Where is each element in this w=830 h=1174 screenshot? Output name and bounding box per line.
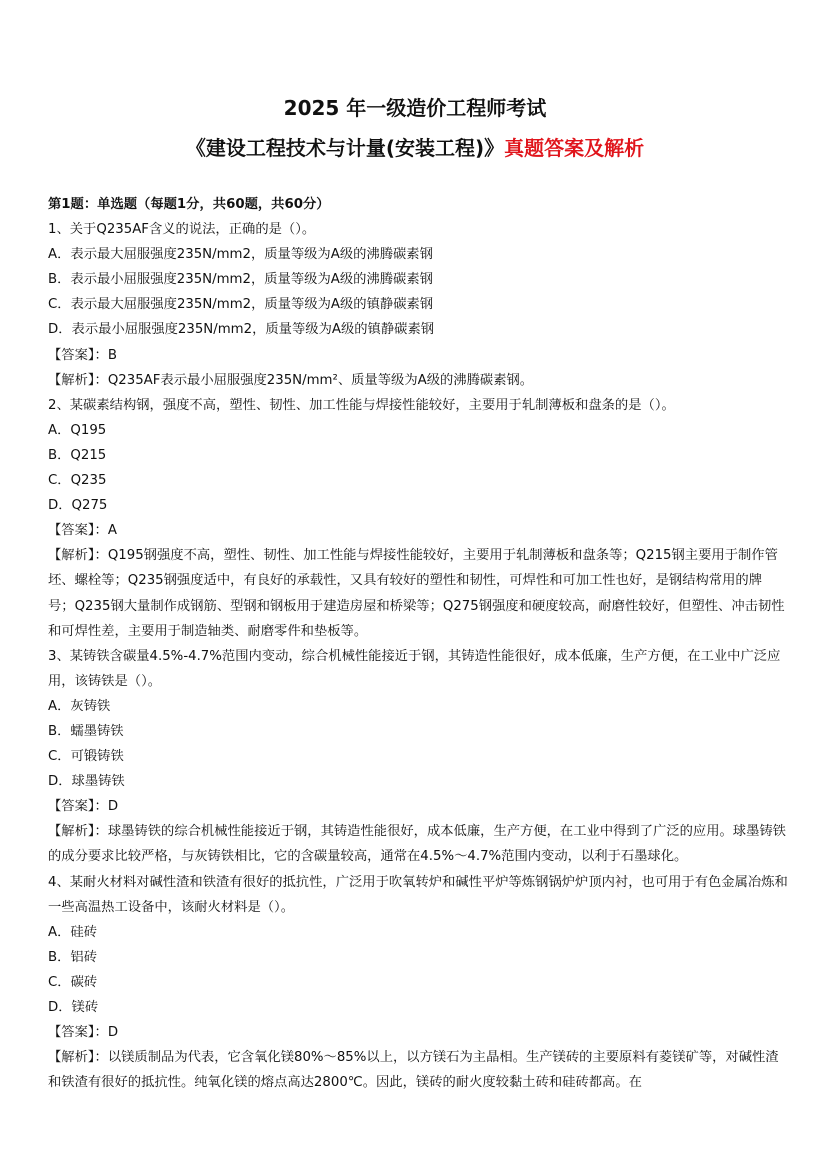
option-a: A．硅砖 bbox=[48, 924, 97, 940]
option-a: A．Q195 bbox=[48, 422, 107, 438]
analysis: 【解析】：Q195钢强度不高，塑性、韧性、加工性能与焊接性能较好，主要用于轧制薄板和盘条等；Q215钢主要用于制作管坯、螺栓等；Q235钢强度适中，有良好的承载性，又具有较好的塑性和韧性，可焊性和可加工性也好，是钢结构常用的牌号；Q235钢大量制作成钢筋、型钢和钢板用于建造房屋和桥梁等；Q275钢强度和硬度较高，耐磨性较好，但塑性、冲击韧性和可焊性差，主要用于制造轴类、耐磨零件和垫板等。 bbox=[48, 548, 785, 639]
option-b: B．蠕墨铸铁 bbox=[48, 723, 124, 739]
option-c: C．可锻铸铁 bbox=[48, 749, 124, 765]
title-subject: 《建设工程技术与计量(安装工程)》 bbox=[185, 136, 505, 160]
question-3 bbox=[48, 644, 788, 870]
section-heading: 第1题：单选题（每题1分，共60题，共60分） bbox=[48, 197, 330, 212]
analysis: 【解析】：Q235AF表示最小屈服强度235N/mm²、质量等级为A级的沸腾碳素钢。 bbox=[48, 372, 534, 388]
question-stem: 2、某碳素结构钢，强度不高，塑性、韧性、加工性能与焊接性能较好，主要用于轧制薄板和盘条的是（）。 bbox=[48, 397, 675, 413]
document-title-line1: 2025 年一级造价工程师考试 bbox=[283, 96, 547, 120]
question-2 bbox=[48, 393, 788, 644]
question-stem: 4、某耐火材料对碱性渣和铁渣有很好的抵抗性，广泛用于吹氧转炉和碱性平炉等炼钢锅炉炉顶内衬，也可用于有色金属冶炼和一些高温热工设备中，该耐火材料是（）。 bbox=[48, 874, 788, 915]
option-c: C．表示最大屈服强度235N/mm2，质量等级为A级的镇静碳素钢 bbox=[48, 297, 434, 313]
answer: 【答案】：B bbox=[48, 347, 117, 363]
option-d: D．球墨铸铁 bbox=[48, 774, 125, 790]
title-highlight: 真题答案及解析 bbox=[504, 136, 645, 160]
question-stem: 1、关于Q235AF含义的说法，正确的是（）。 bbox=[48, 222, 316, 238]
analysis: 【解析】：以镁质制品为代表，它含氧化镁80%～85%以上，以方镁石为主晶相。生产镁砖的主要原料有菱镁矿等，对碱性渣和铁渣有很好的抵抗性。纯氧化镁的熔点高达2800℃。因此，镁砖的耐火度较黏土砖和硅砖都高。在 bbox=[48, 1050, 779, 1091]
answer: 【答案】：D bbox=[48, 1025, 119, 1041]
question-stem: 3、某铸铁含碳量4.5%-4.7%范围内变动，综合机械性能接近于钢，其铸造性能很好，成本低廉，生产方便，在工业中广泛应用，该铸铁是（）。 bbox=[48, 648, 781, 689]
option-c: C．Q235 bbox=[48, 473, 107, 489]
option-d: D．Q275 bbox=[48, 498, 108, 514]
option-a: A．灰铸铁 bbox=[48, 698, 111, 714]
option-b: B．表示最小屈服强度235N/mm2，质量等级为A级的沸腾碳素钢 bbox=[48, 272, 433, 288]
option-d: D．镁砖 bbox=[48, 1000, 99, 1015]
option-b: B．Q215 bbox=[48, 447, 107, 463]
option-b: B．铝砖 bbox=[48, 949, 98, 965]
option-a: A．表示最大屈服强度235N/mm2，质量等级为A级的沸腾碳素钢 bbox=[48, 247, 433, 263]
document-body bbox=[48, 192, 788, 1095]
option-d: D．表示最小屈服强度235N/mm2，质量等级为A级的镇静碳素钢 bbox=[48, 322, 435, 338]
answer: 【答案】：D bbox=[48, 799, 119, 815]
analysis: 【解析】：球墨铸铁的综合机械性能接近于钢，其铸造性能很好，成本低廉，生产方便，在工业中得到了广泛的应用。球墨铸铁的成分要求比较严格，与灰铸铁相比，它的含碳量较高，通常在4.5%～4.7%范围内变动，以利于石墨球化。 bbox=[48, 824, 786, 865]
question-1 bbox=[48, 217, 788, 393]
answer: 【答案】：A bbox=[48, 523, 117, 539]
document-title-line2 bbox=[0, 132, 830, 161]
question-4 bbox=[48, 870, 788, 1096]
option-c: C．碳砖 bbox=[48, 974, 98, 990]
